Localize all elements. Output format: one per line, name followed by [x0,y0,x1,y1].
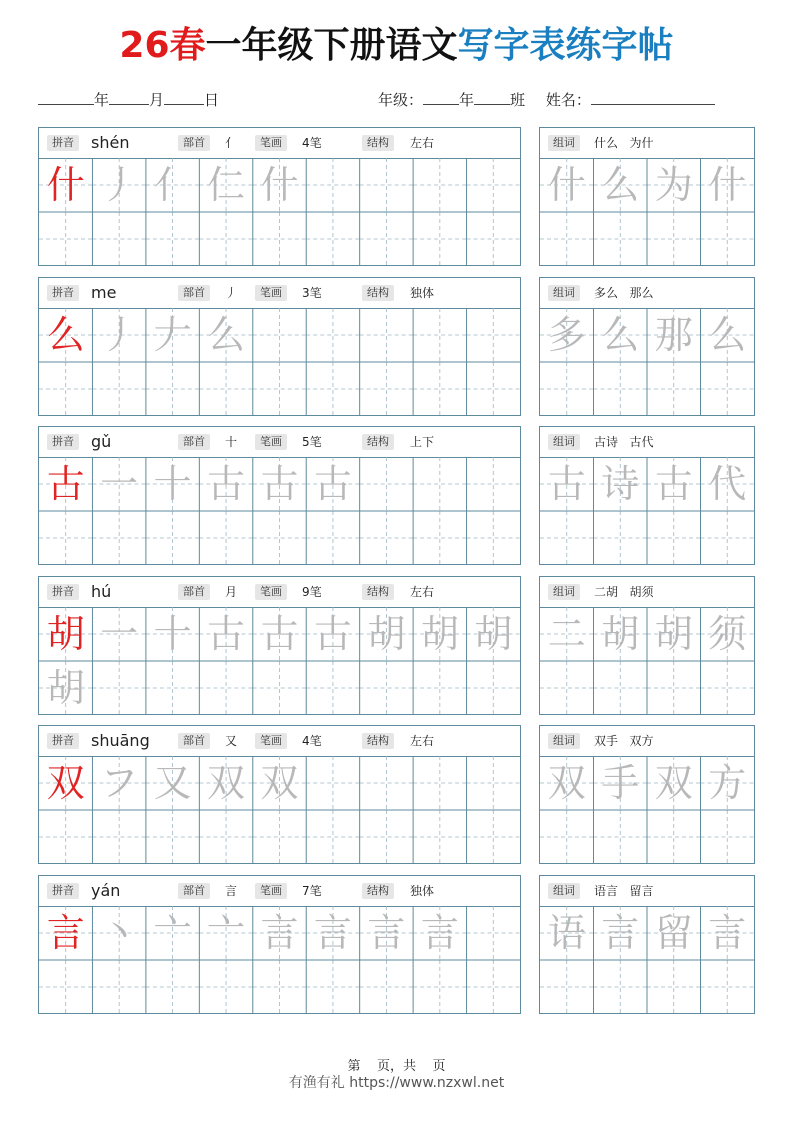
word-char: 双 [547,761,586,805]
words-value: 二胡 胡须 [594,585,654,599]
pinyin-value: hú [91,582,112,601]
title-subject: 写字表练字帖 [457,25,674,66]
char-info-bar [39,577,520,608]
day-blank[interactable] [164,90,204,105]
words-value: 双手 双方 [594,734,654,748]
trace-char: 什 [260,163,299,207]
words-grid [540,457,754,565]
word-char-cell[interactable] [594,457,648,511]
strokes-tag: 笔画 [255,285,287,301]
model-char: 言 [46,911,85,955]
pinyin-tag: 拼音 [47,434,79,450]
word-char: 诗 [601,462,640,506]
month-blank[interactable] [109,90,149,105]
words-info-bar [540,876,754,907]
char-card-4 [38,725,521,864]
trace-char: 胡 [474,612,513,656]
word-char-cell[interactable] [540,158,594,212]
words-tag: 组词 [548,883,580,899]
words-grid [540,308,754,416]
radical-value: 又 [225,734,238,748]
word-char-cell[interactable] [647,756,701,810]
char-card-5 [38,875,521,1014]
trace-char-cell[interactable] [199,158,252,212]
source-link[interactable]: 有渔有礼 https://www.nzxwl.net [288,1075,505,1091]
model-char-cell[interactable] [39,308,92,362]
trace-char-cell[interactable] [360,906,413,960]
word-char: 么 [601,163,640,207]
strokes-value: 7笔 [302,884,322,898]
trace-char: 古 [207,612,246,656]
trace-char-cell[interactable] [92,607,145,661]
strokes-value: 4笔 [302,734,322,748]
words-grid [540,607,754,715]
pinyin-value: me [91,283,117,302]
trace-char-cell[interactable] [360,607,413,661]
structure-value: 左右 [410,136,435,150]
trace-char: 古 [260,462,299,506]
words-card-4 [539,725,755,864]
trace-char: 亠 [153,911,192,955]
word-char: 古 [547,462,586,506]
words-value: 什么 为什 [594,136,654,150]
word-char-cell[interactable] [594,308,648,362]
trace-char-cell[interactable] [92,756,145,810]
strokes-value: 3笔 [302,286,322,300]
word-char-cell[interactable] [647,607,701,661]
model-char: 胡 [46,612,85,656]
pinyin-tag: 拼音 [47,135,79,151]
strokes-tag: 笔画 [255,434,287,450]
model-char: 什 [46,163,85,207]
words-tag: 组词 [548,733,580,749]
word-char: 言 [601,911,640,955]
trace-char: 丿 [100,163,139,207]
name-label: 姓名： [545,91,591,109]
word-char: 那 [654,313,693,357]
radical-tag: 部首 [178,883,210,899]
trace-char: 胡 [46,666,85,710]
student-line [378,89,715,110]
grade-blank[interactable] [423,90,459,105]
trace-char-cell[interactable] [92,308,145,362]
trace-char: 一 [100,462,139,506]
words-card-1 [539,277,755,416]
trace-char: 十 [153,612,192,656]
char-info-bar [39,427,520,458]
trace-char-cell[interactable] [199,457,252,511]
year-label: 年 [94,91,110,109]
radical-value: 月 [225,585,238,599]
word-char-cell[interactable] [594,906,648,960]
trace-char-cell[interactable] [306,906,359,960]
word-char: 双 [654,761,693,805]
day-label: 日 [204,91,220,109]
structure-tag: 结构 [362,584,394,600]
trace-char-cell[interactable] [39,661,92,715]
writing-grid [39,158,520,266]
words-value: 语言 留言 [594,884,654,898]
word-char: 语 [547,911,586,955]
trace-char: 言 [420,911,459,955]
words-tag: 组词 [548,584,580,600]
words-info-bar [540,577,754,608]
words-value: 古诗 古代 [594,435,654,449]
words-info-bar [540,726,754,757]
char-info-bar [39,876,520,907]
word-char-cell[interactable] [594,756,648,810]
trace-char: 又 [153,761,192,805]
word-char: 什 [547,163,586,207]
word-char-cell[interactable] [540,906,594,960]
radical-tag: 部首 [178,733,210,749]
trace-char-cell[interactable] [253,906,306,960]
model-char-cell[interactable] [39,457,92,511]
strokes-tag: 笔画 [255,135,287,151]
structure-tag: 结构 [362,733,394,749]
model-char-cell[interactable] [39,756,92,810]
trace-char-cell[interactable] [146,756,199,810]
word-char-cell[interactable] [701,906,755,960]
words-info-bar [540,427,754,458]
class-label: 班 [510,91,526,109]
trace-char-cell[interactable] [199,308,252,362]
month-label: 月 [149,91,165,109]
char-card-0 [38,127,521,266]
words-grid [540,756,754,864]
trace-char-cell[interactable] [199,906,252,960]
radical-tag: 部首 [178,584,210,600]
model-char: 双 [46,761,85,805]
trace-char: 古 [207,462,246,506]
radical-value: 十 [225,435,238,449]
structure-tag: 结构 [362,434,394,450]
words-grid [540,906,754,1014]
trace-char: 言 [313,911,352,955]
words-grid [540,158,754,266]
trace-char: 胡 [367,612,406,656]
words-card-3 [539,576,755,715]
trace-char: 言 [260,911,299,955]
page-title [0,22,793,70]
model-char: 古 [46,462,85,506]
pinyin-value: shén [91,133,130,152]
word-char-cell[interactable] [594,607,648,661]
word-char: 什 [708,163,747,207]
grade-year-label: 年 [459,91,475,109]
word-char: 代 [708,462,747,506]
trace-char: 古 [260,612,299,656]
writing-grid [39,756,520,864]
word-char-cell[interactable] [701,158,755,212]
words-info-bar [540,278,754,309]
trace-char-cell[interactable] [253,756,306,810]
word-char: 么 [708,313,747,357]
trace-char: 丿 [100,313,139,357]
trace-char: 古 [313,612,352,656]
radical-value: 言 [225,884,238,898]
structure-tag: 结构 [362,285,394,301]
word-char: 古 [654,462,693,506]
char-card-2 [38,426,521,565]
strokes-tag: 笔画 [255,733,287,749]
pinyin-tag: 拼音 [47,733,79,749]
pinyin-tag: 拼音 [47,285,79,301]
word-char-cell[interactable] [594,158,648,212]
char-card-1 [38,277,521,416]
trace-char-cell[interactable] [413,906,466,960]
structure-value: 左右 [410,734,435,748]
trace-char-cell[interactable] [146,158,199,212]
page-number: 第 页，共 页 [347,1059,446,1074]
word-char: 手 [601,761,640,805]
radical-tag: 部首 [178,434,210,450]
trace-char: 亻 [153,163,192,207]
trace-char-cell[interactable] [146,906,199,960]
writing-grid [39,308,520,416]
words-tag: 组词 [548,285,580,301]
class-blank[interactable] [474,90,510,105]
strokes-tag: 笔画 [255,883,287,899]
word-char-cell[interactable] [647,308,701,362]
trace-char-cell[interactable] [413,607,466,661]
writing-grid [39,906,520,1014]
pinyin-value: gǔ [91,432,112,451]
word-char-cell[interactable] [647,457,701,511]
char-info-bar [39,278,520,309]
trace-char: 么 [207,313,246,357]
year-blank[interactable] [38,90,94,105]
word-char-cell[interactable] [540,308,594,362]
structure-value: 左右 [410,585,435,599]
trace-char: 丶 [100,911,139,955]
date-line [38,89,219,110]
trace-char-cell[interactable] [253,457,306,511]
trace-char: 古 [313,462,352,506]
char-info-bar [39,726,520,757]
trace-char: 亠 [207,911,246,955]
strokes-tag: 笔画 [255,584,287,600]
structure-value: 独体 [410,286,435,300]
name-blank[interactable] [591,90,715,105]
pinyin-value: yán [91,881,121,900]
strokes-value: 9笔 [302,585,322,599]
structure-value: 独体 [410,884,435,898]
trace-char-cell[interactable] [92,906,145,960]
words-tag: 组词 [548,135,580,151]
char-card-3 [38,576,521,715]
words-tag: 组词 [548,434,580,450]
trace-char: 双 [207,761,246,805]
word-char: 方 [708,761,747,805]
word-char: 多 [547,313,586,357]
word-char-cell[interactable] [701,308,755,362]
trace-char: 胡 [420,612,459,656]
word-char: 胡 [601,612,640,656]
trace-char-cell[interactable] [199,607,252,661]
words-card-2 [539,426,755,565]
word-char: 言 [708,911,747,955]
structure-tag: 结构 [362,883,394,899]
trace-char-cell[interactable] [92,457,145,511]
pinyin-tag: 拼音 [47,584,79,600]
radical-tag: 部首 [178,135,210,151]
word-char-cell[interactable] [540,756,594,810]
trace-char-cell[interactable] [306,457,359,511]
trace-char: 双 [260,761,299,805]
word-char-cell[interactable] [647,906,701,960]
trace-char-cell[interactable] [253,158,306,212]
title-season: 26春 [119,25,206,66]
trace-char-cell[interactable] [253,607,306,661]
word-char-cell[interactable] [540,607,594,661]
grade-label: 年级： [378,91,424,109]
structure-value: 上下 [410,435,435,449]
model-char-cell[interactable] [39,158,92,212]
model-char-cell[interactable] [39,906,92,960]
word-char: 为 [654,163,693,207]
word-char-cell[interactable] [540,457,594,511]
words-info-bar [540,128,754,159]
radical-tag: 部首 [178,285,210,301]
word-char: 么 [601,313,640,357]
word-char: 二 [547,612,586,656]
trace-char-cell[interactable] [146,607,199,661]
trace-char-cell[interactable] [146,308,199,362]
radical-value: 亻 [225,136,238,150]
word-char-cell[interactable] [701,457,755,511]
writing-grid [39,457,520,565]
title-grade: 一年级下册语文 [205,25,458,66]
trace-char-cell[interactable] [467,607,520,661]
word-char: 胡 [654,612,693,656]
word-char-cell[interactable] [647,158,701,212]
trace-char-cell[interactable] [306,607,359,661]
trace-char: 仁 [207,163,246,207]
radical-value: 丿 [225,286,238,300]
strokes-value: 4笔 [302,136,322,150]
words-card-0 [539,127,755,266]
pinyin-value: shuāng [91,731,150,750]
char-info-bar [39,128,520,159]
trace-char: 一 [100,612,139,656]
trace-char: 𠂇 [153,313,192,357]
trace-char: フ [100,761,139,805]
pinyin-tag: 拼音 [47,883,79,899]
word-char: 留 [654,911,693,955]
strokes-value: 5笔 [302,435,322,449]
model-char: 么 [46,313,85,357]
trace-char-cell[interactable] [92,158,145,212]
trace-char: 言 [367,911,406,955]
model-char-cell[interactable] [39,607,92,661]
trace-char-cell[interactable] [146,457,199,511]
writing-grid [39,607,520,715]
word-char-cell[interactable] [701,756,755,810]
words-card-5 [539,875,755,1014]
word-char: 须 [708,612,747,656]
words-value: 多么 那么 [594,286,654,300]
word-char-cell[interactable] [701,607,755,661]
structure-tag: 结构 [362,135,394,151]
trace-char-cell[interactable] [199,756,252,810]
trace-char: 十 [153,462,192,506]
